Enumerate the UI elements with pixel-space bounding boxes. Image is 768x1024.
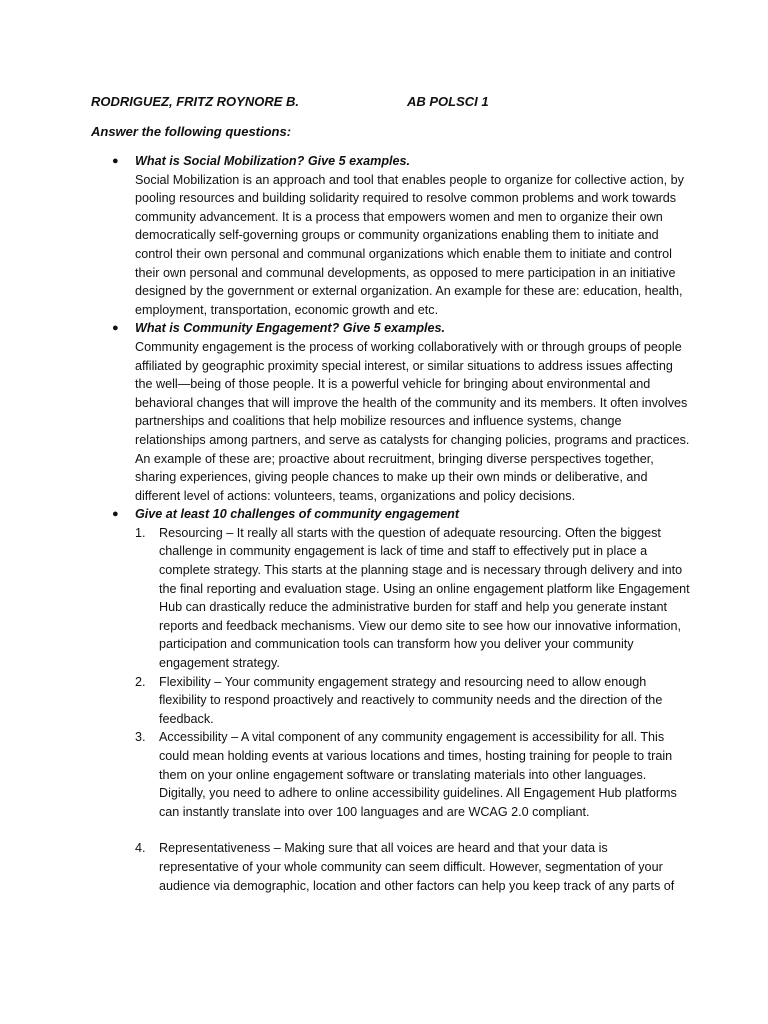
question-text: What is Community Engagement? Give 5 examples. [135,321,446,336]
challenge-number: 1. [135,525,146,540]
challenge-number: 4. [135,841,146,856]
challenge-item [135,839,690,895]
paragraph-gap [135,821,690,839]
instructions-heading: Answer the following questions: [91,124,292,139]
document-body [110,152,690,895]
document-header [91,94,489,109]
challenge-item [135,524,690,673]
challenge-text: Flexibility – Your community engagement strategy and resourcing need to allow enough flexibility to respond proactively and reactively to community needs and the direction of the feedback. [159,674,663,726]
question-item [110,319,690,505]
challenge-item [135,728,690,821]
challenge-text: Accessibility – A vital component of any community engagement is accessibility for all. This could mean holding events at various locations and times, hosting training for people to train them on your online engagement software or translating materials into other languages. Digitally, you need to adhere to online accessibility guidelines. All Engagement Hub platforms can instantly translate into over 100 languages and are WCAG 2.0 compliant. [159,730,677,819]
challenges-list [135,524,690,895]
question-text: Give at least 10 challenges of community engagement [135,507,460,522]
question-text: What is Social Mobilization? Give 5 examples. [135,154,411,168]
question-item [110,505,690,895]
answer-text: Social Mobilization is an approach and tool that enables people to organize for collective action, by pooling resources and building solidarity required to resolve common problems and work towards community advancement. It is a process that empowers women and men to organize their own democratically self-governing groups or community organizations enabling them to initiate and control their own personal and communal organizations which enable them to initiate and control their own personal and communal developments, as opposed to mere participation in an initiative designed by the government or external organization. An example for these are: education, health, employment, transportation, economic growth and etc. [135,172,684,317]
challenge-item [135,673,690,729]
challenge-number: 3. [135,730,146,745]
bullet-icon: ● [112,155,119,167]
bullet-icon: ● [112,508,119,521]
program-label: AB POLSCI 1 [407,94,489,109]
challenge-number: 2. [135,674,146,689]
challenge-text: Resourcing – It really all starts with the question of adequate resourcing. Often the biggest challenge in community engagement is lack of time and staff to effectively put in place a complete strategy. This starts at the planning stage and is necessary through delivery and into the final reporting and evaluation stage. Using an online engagement platform like Engagement Hub can drastically reduce the administrative burden for staff and help you generate instant reports and feedback mechanisms. View our demo site to see how our innovative information, participation and communication tools can transform how you deliver your community engagement strategy. [159,525,690,671]
student-name: RODRIGUEZ, FRITZ ROYNORE B. [91,94,299,109]
question-item [110,152,690,319]
answer-text: Community engagement is the process of working collaboratively with or through groups of people affiliated by geographic proximity special interest, or similar situations to address issues affecting the well—being of those people. It is a powerful vehicle for bringing about environmental and behavioral changes that will improve the health of the community and its members. It often involves partnerships and coalitions that help mobilize resources and influence systems, change relationships among partners, and serve as catalysts for changing policies, programs and practices. An example of these are; proactive about recruitment, bringing diverse perspectives together, sharing experiences, giving people chances to make up their own minds or deliberative, and different level of actions: volunteers, teams, organizations and policy decisions. [135,339,690,503]
challenge-text: Representativeness – Making sure that all voices are heard and that your data is representative of your whole community can seem difficult. However, segmentation of your audience via demographic, location and other factors can help you keep track of any parts of [159,841,675,893]
bullet-icon: ● [112,322,119,335]
